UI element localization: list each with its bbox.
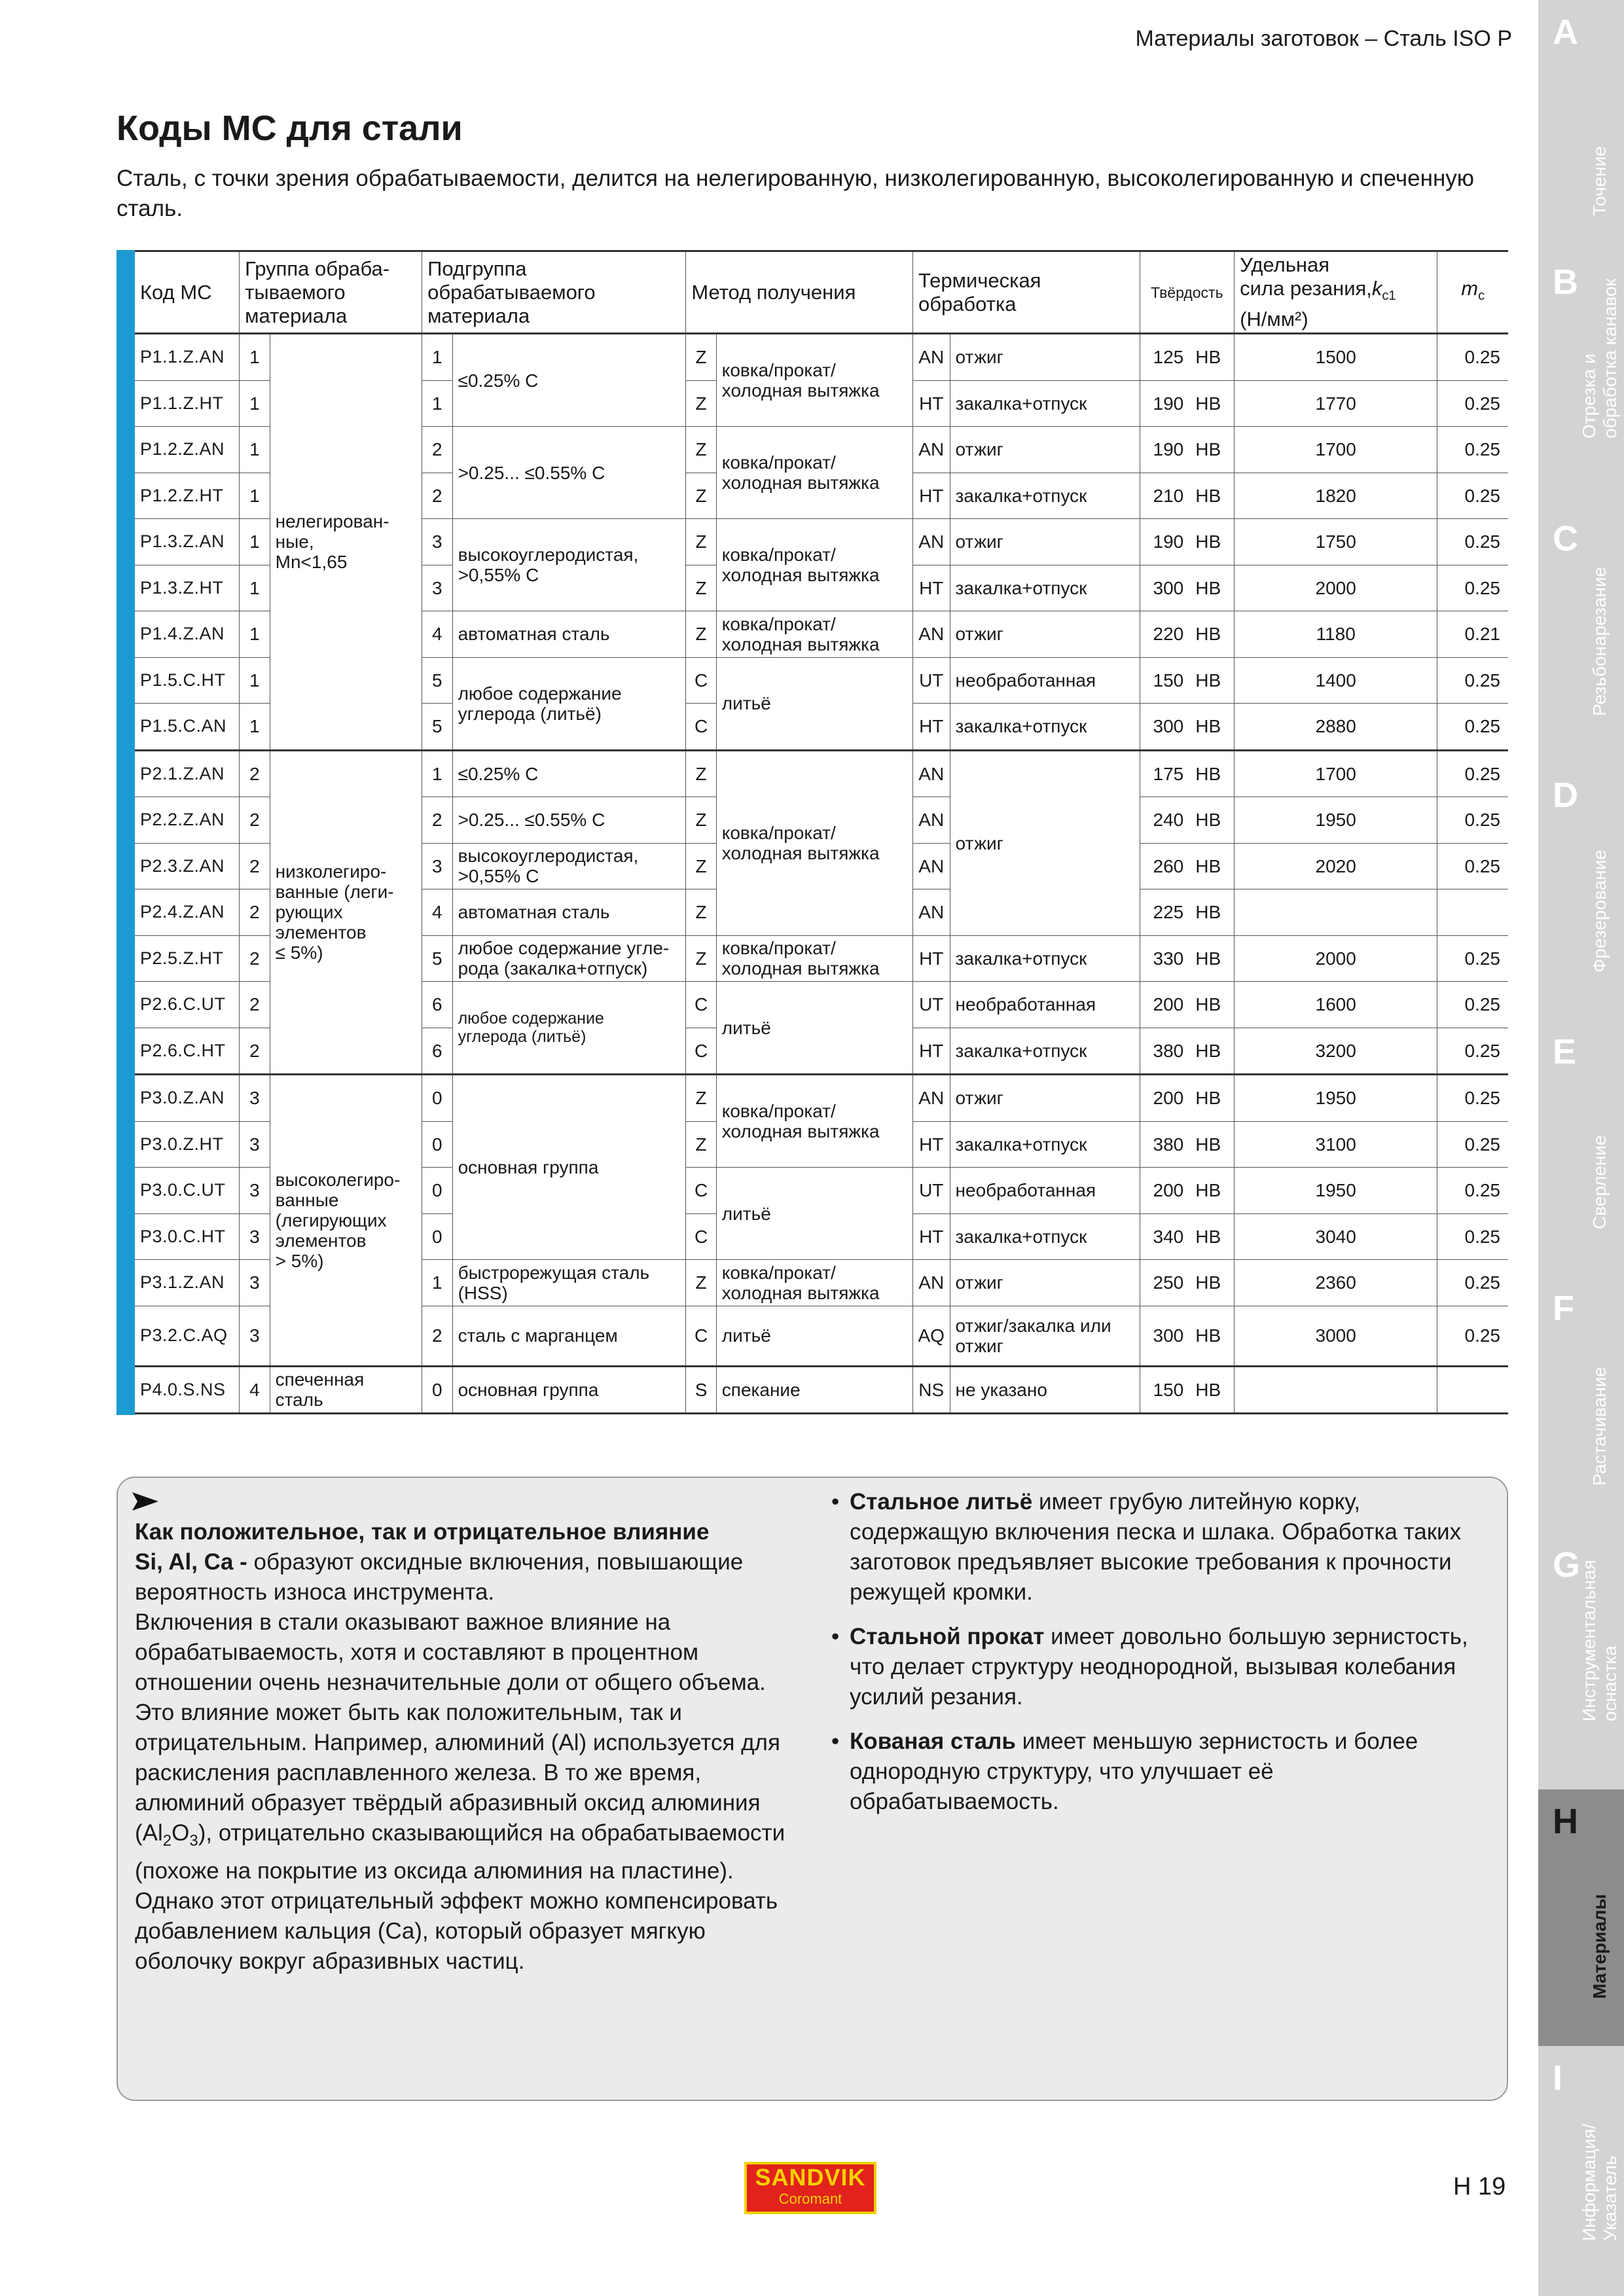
note-paragraph-2: Включения в стали оказывают важное влияние на обрабатываемость, хотя и составляют в процентном отношении очень незначительные доли от общего объема. Это влияние может быть как положительным, так и отрицательным. Например, алюминий (Al) используется для раскисления расплавленного железа. В то же время, алюминий образует твёрдый абразивный оксид алюминия $(Al_2O_3)$, отрицательно сказывающийся на обрабатываемости (похоже на покрытие из оксида алюминия на пластине). Однако этот отрицательный эффект можно компенсировать добавлением кальция (Ca), который образует мягкую оболочку вокруг абразивных частиц. (135, 1609, 785, 1974)
cell-method-code: Z (686, 1075, 716, 1122)
cell-mc: 0.25 (1437, 334, 1508, 381)
cell-mc: 0.25 (1437, 1028, 1508, 1075)
cell-kc1: 1820 (1235, 473, 1437, 519)
cell-heat-code: AN (912, 843, 950, 889)
cell-subgroup-number: 6 (422, 1028, 452, 1075)
cell-heat-description: отжиг (950, 1075, 1140, 1122)
info-note-box (117, 1477, 1508, 2101)
cell-group-number: 3 (240, 1306, 270, 1366)
cell-subgroup-number: 2 (422, 427, 452, 473)
note-bullet: • Стальной прокат имеет довольно большую зернистость, что делает структуру неоднородной, вызывая колебания усилий резания. (831, 1622, 1486, 1712)
cell-mc: 0.25 (1437, 1168, 1508, 1214)
cell-heat-description: закалка+отпуск (950, 704, 1140, 751)
cell-kc1: 2360 (1235, 1260, 1437, 1306)
cell-subgroup-description: ≤0.25% C (452, 334, 686, 427)
cell-kc1: 1770 (1235, 380, 1437, 427)
cell-subgroup-description: сталь с марганцем (452, 1306, 686, 1366)
sidebar-tab-a[interactable] (1538, 0, 1624, 93)
cell-heat-description: необработанная (950, 657, 1140, 704)
cell-heat-description: отжиг (950, 611, 1140, 658)
cell-subgroup-description: автоматная сталь (452, 611, 686, 658)
cell-code: P2.5.Z.HT (135, 935, 240, 982)
section-header: Материалы заготовок – Сталь ISO P (1135, 26, 1512, 51)
tab-label: Растачивание (1589, 1367, 1610, 1486)
cell-heat-description: отжиг (950, 427, 1140, 473)
cell-group-number: 3 (240, 1213, 270, 1260)
cell-method-code: Z (686, 1121, 716, 1168)
cell-mc (1437, 1366, 1508, 1414)
cell-heat-description: отжиг (950, 334, 1140, 381)
cell-heat-code: AN (912, 611, 950, 658)
cell-method-code: Z (686, 565, 716, 611)
cell-hardness: 380 HB (1140, 1121, 1235, 1168)
cell-subgroup-description: >0.25... ≤0.55% C (452, 427, 686, 519)
cell-method-code: Z (686, 797, 716, 844)
cell-heat-description: отжиг (950, 1260, 1140, 1306)
cell-mc: 0.25 (1437, 1260, 1508, 1306)
cell-hardness: 300 HB (1140, 565, 1235, 611)
cell-subgroup-number: 3 (422, 843, 452, 889)
cell-subgroup-number: 5 (422, 704, 452, 751)
cell-heat-code: HT (912, 380, 950, 427)
sidebar-tab-g[interactable] (1538, 1533, 1624, 1795)
tab-label: Отрезка и обработка канавок (1579, 278, 1620, 439)
cell-method-description: спекание (716, 1366, 912, 1414)
cell-group-number: 3 (240, 1121, 270, 1168)
cell-hardness: 340 HB (1140, 1213, 1235, 1260)
cell-kc1: 1950 (1235, 797, 1437, 844)
cell-method-code: Z (686, 750, 716, 797)
cell-method-description: ковка/прокат/ холодная вытяжка (716, 1260, 912, 1306)
cell-heat-code: HT (912, 935, 950, 982)
cell-heat-code: HT (912, 565, 950, 611)
cell-hardness: 190 HB (1140, 380, 1235, 427)
cell-hardness: 225 HB (1140, 889, 1235, 936)
tab-letter: E (1553, 1032, 1577, 1071)
note-column-left (135, 1517, 793, 1977)
cell-method-code: C (686, 1168, 716, 1214)
cell-method-code: S (686, 1366, 716, 1414)
page-number: H 19 (1453, 2173, 1506, 2200)
header-subgroup: Подгруппа обрабатываемого материала (422, 251, 686, 334)
cell-code: P2.4.Z.AN (135, 889, 240, 936)
cell-hardness: 150 HB (1140, 1366, 1235, 1414)
tab-label: Точение (1589, 146, 1610, 216)
cell-mc: 0.25 (1437, 935, 1508, 982)
cell-kc1: 1600 (1235, 982, 1437, 1028)
table-row (135, 1075, 1508, 1122)
cell-hardness: 200 HB (1140, 1075, 1235, 1122)
tab-label: Инструментальная оснастка (1579, 1560, 1620, 1721)
cell-method-code: Z (686, 473, 716, 519)
cell-group-number: 2 (240, 935, 270, 982)
cell-hardness: 150 HB (1140, 657, 1235, 704)
header-method: Метод получения (686, 251, 913, 334)
cell-group-number: 1 (240, 704, 270, 751)
note-paragraph-1: образуют оксидные включения, повышающие вероятность износа инструмента. (135, 1549, 744, 1605)
cell-kc1 (1235, 1366, 1437, 1414)
cell-heat-code: AN (912, 1260, 950, 1306)
cell-group-number: 3 (240, 1260, 270, 1306)
sidebar-tab-f[interactable] (1538, 1276, 1624, 1538)
cell-mc: 0.25 (1437, 1306, 1508, 1366)
cell-subgroup-number: 2 (422, 797, 452, 844)
table-row (135, 1366, 1508, 1414)
cell-heat-code: AN (912, 519, 950, 565)
sidebar-tab-d[interactable] (1538, 763, 1624, 1025)
cell-subgroup-number: 1 (422, 334, 452, 381)
sidebar-tab-i[interactable] (1538, 2046, 1624, 2296)
cell-heat-code: NS (912, 1366, 950, 1414)
cell-heat-code: UT (912, 1168, 950, 1214)
note-bullet: • Стальное литьё имеет грубую литейную корку, содержащую включения песка и шлака. Обработка таких заготовок предъявляет высокие требования к прочности режущей кромки. (831, 1487, 1486, 1607)
arrow-pointer-icon (131, 1490, 160, 1513)
tab-letter: C (1553, 519, 1578, 558)
cell-kc1: 1950 (1235, 1075, 1437, 1122)
cell-subgroup-description: >0.25... ≤0.55% C (452, 797, 686, 844)
table-body (135, 334, 1508, 1414)
cell-subgroup-description: основная группа (452, 1366, 686, 1414)
cell-method-code: Z (686, 519, 716, 565)
cell-group-number: 1 (240, 427, 270, 473)
header-group: Группа обраба- тываемого материала (240, 251, 422, 334)
cell-kc1: 2020 (1235, 843, 1437, 889)
cell-method-description: ковка/прокат/ холодная вытяжка (716, 750, 912, 935)
cell-group-number: 2 (240, 889, 270, 936)
cell-subgroup-number: 1 (422, 380, 452, 427)
cell-subgroup-number: 1 (422, 1260, 452, 1306)
cell-heat-code: HT (912, 704, 950, 751)
cell-subgroup-description: высокоуглеродистая, >0,55% C (452, 519, 686, 611)
cell-method-description: литьё (716, 1168, 912, 1260)
cell-kc1: 2880 (1235, 704, 1437, 751)
cell-code: P2.2.Z.AN (135, 797, 240, 844)
cell-kc1: 1400 (1235, 657, 1437, 704)
cell-subgroup-number: 0 (422, 1168, 452, 1214)
cell-code: P3.0.C.HT (135, 1213, 240, 1260)
cell-mc: 0.25 (1437, 982, 1508, 1028)
cell-code: P1.1.Z.AN (135, 334, 240, 381)
cell-hardness: 200 HB (1140, 1168, 1235, 1214)
cell-group-number: 1 (240, 334, 270, 381)
tab-label: Фрезерование (1589, 850, 1610, 973)
cell-group-description: низколегиро- ванные (леги- рующих элементов ≤ 5%) (270, 750, 422, 1075)
cell-code: P2.3.Z.AN (135, 843, 240, 889)
cell-mc: 0.25 (1437, 843, 1508, 889)
cell-kc1: 2000 (1235, 935, 1437, 982)
cell-method-code: Z (686, 843, 716, 889)
cell-method-code: C (686, 657, 716, 704)
cell-method-description: литьё (716, 657, 912, 750)
cell-heat-code: AQ (912, 1306, 950, 1366)
cell-mc: 0.25 (1437, 519, 1508, 565)
cell-method-code: C (686, 1028, 716, 1075)
cell-code: P2.6.C.HT (135, 1028, 240, 1075)
cell-hardness: 260 HB (1140, 843, 1235, 889)
intro-text: Сталь, с точки зрения обрабатываемости, делится на нелегированную, низколегированную, высоколегированную и спеченную сталь. (117, 166, 1475, 221)
cell-method-description: литьё (716, 1306, 912, 1366)
cell-heat-code: HT (912, 1121, 950, 1168)
cell-group-number: 2 (240, 982, 270, 1028)
table-row (135, 750, 1508, 797)
cell-heat-description: закалка+отпуск (950, 1121, 1140, 1168)
cell-subgroup-description: высокоуглеродистая, >0,55% C (452, 843, 686, 889)
cell-kc1: 1180 (1235, 611, 1437, 658)
cell-group-description: нелегирован- ные, Mn<1,65 (270, 334, 422, 751)
cell-kc1: 2000 (1235, 565, 1437, 611)
cell-code: P1.4.Z.AN (135, 611, 240, 658)
sandvik-logo: SANDVIK Coromant (744, 2162, 876, 2214)
cell-group-number: 2 (240, 797, 270, 844)
cell-subgroup-number: 0 (422, 1366, 452, 1414)
note-bullet: • Кованая сталь имеет меньшую зернистость и более однородную структуру, что улучшает её обрабатываемость. (831, 1727, 1486, 1817)
cell-mc: 0.25 (1437, 380, 1508, 427)
cell-mc: 0.25 (1437, 657, 1508, 704)
cell-heat-description: необработанная (950, 1168, 1140, 1214)
cell-mc: 0.25 (1437, 565, 1508, 611)
cell-kc1: 3100 (1235, 1121, 1437, 1168)
cell-heat-code: AN (912, 427, 950, 473)
cell-subgroup-number: 2 (422, 473, 452, 519)
cell-kc1: 3200 (1235, 1028, 1437, 1075)
cell-subgroup-number: 3 (422, 519, 452, 565)
cell-group-number: 4 (240, 1366, 270, 1414)
cell-code: P3.0.Z.AN (135, 1075, 240, 1122)
tab-letter: A (1553, 12, 1578, 52)
table-accent-bar (117, 250, 135, 1415)
tab-letter: F (1553, 1289, 1574, 1328)
cell-heat-description: необработанная (950, 982, 1140, 1028)
cell-subgroup-number: 0 (422, 1075, 452, 1122)
table-header-row (135, 251, 1508, 334)
cell-subgroup-number: 4 (422, 889, 452, 936)
cell-group-number: 1 (240, 611, 270, 658)
cell-heat-description: закалка+отпуск (950, 473, 1140, 519)
cell-mc: 0.25 (1437, 1213, 1508, 1260)
sidebar-tab-h[interactable] (1538, 1789, 1624, 2051)
cell-heat-code: AN (912, 889, 950, 936)
cell-subgroup-description: быстрорежущая сталь (HSS) (452, 1260, 686, 1306)
sidebar-tab-c[interactable] (1538, 507, 1624, 768)
cell-method-code: Z (686, 380, 716, 427)
cell-kc1: 1700 (1235, 750, 1437, 797)
cell-hardness: 190 HB (1140, 519, 1235, 565)
cell-subgroup-number: 5 (422, 657, 452, 704)
tab-letter: I (1553, 2058, 1563, 2098)
cell-kc1: 1750 (1235, 519, 1437, 565)
cell-mc: 0.25 (1437, 750, 1508, 797)
cell-method-code: Z (686, 935, 716, 982)
cell-subgroup-number: 0 (422, 1213, 452, 1260)
cell-hardness: 330 HB (1140, 935, 1235, 982)
cell-hardness: 250 HB (1140, 1260, 1235, 1306)
cell-heat-description: закалка+отпуск (950, 380, 1140, 427)
cell-hardness: 210 HB (1140, 473, 1235, 519)
cell-group-number: 1 (240, 565, 270, 611)
cell-method-code: Z (686, 334, 716, 381)
cell-method-code: C (686, 704, 716, 751)
cell-heat-description: отжиг/закалка или отжиг (950, 1306, 1140, 1366)
cell-code: P3.1.Z.AN (135, 1260, 240, 1306)
cell-heat-code: AN (912, 1075, 950, 1122)
cell-code: P4.0.S.NS (135, 1366, 240, 1414)
cell-subgroup-number: 4 (422, 611, 452, 658)
cell-mc: 0.25 (1437, 1121, 1508, 1168)
note-column-right (831, 1487, 1486, 1831)
cell-heat-code: UT (912, 657, 950, 704)
cell-code: P1.2.Z.HT (135, 473, 240, 519)
cell-mc: 0.25 (1437, 797, 1508, 844)
cell-heat-code: HT (912, 1028, 950, 1075)
cell-code: P1.3.Z.AN (135, 519, 240, 565)
cell-heat-description: отжиг (950, 750, 1140, 935)
cell-method-code: Z (686, 889, 716, 936)
cell-kc1: 3000 (1235, 1306, 1437, 1366)
cell-hardness: 300 HB (1140, 1306, 1235, 1366)
cell-mc: 0.25 (1437, 427, 1508, 473)
cell-method-description: ковка/прокат/ холодная вытяжка (716, 935, 912, 982)
cell-code: P3.2.C.AQ (135, 1306, 240, 1366)
cell-code: P1.5.C.AN (135, 704, 240, 751)
cell-kc1: 3040 (1235, 1213, 1437, 1260)
cell-subgroup-number: 3 (422, 565, 452, 611)
cell-group-number: 3 (240, 1168, 270, 1214)
cell-heat-description: закалка+отпуск (950, 1213, 1140, 1260)
cell-hardness: 300 HB (1140, 704, 1235, 751)
cell-group-description: высоколегиро- ванные (легирующих элементов > 5%) (270, 1075, 422, 1367)
cell-code: P2.1.Z.AN (135, 750, 240, 797)
cell-group-description: спеченная сталь (270, 1366, 422, 1414)
cell-heat-code: UT (912, 982, 950, 1028)
cell-heat-description: закалка+отпуск (950, 565, 1140, 611)
tab-letter: B (1553, 262, 1578, 302)
cell-subgroup-description: ≤0.25% C (452, 750, 686, 797)
cell-method-description: ковка/прокат/ холодная вытяжка (716, 1075, 912, 1168)
cell-mc (1437, 889, 1508, 936)
cell-subgroup-description: любое содержание углерода (литьё) (452, 982, 686, 1075)
cell-mc: 0.25 (1437, 704, 1508, 751)
cell-hardness: 220 HB (1140, 611, 1235, 658)
cell-subgroup-description: любое содержание угле- рода (закалка+отпуск) (452, 935, 686, 982)
cell-heat-description: не указано (950, 1366, 1140, 1414)
cell-group-number: 2 (240, 750, 270, 797)
cell-code: P3.0.Z.HT (135, 1121, 240, 1168)
cell-group-number: 1 (240, 519, 270, 565)
header-mc: $m_c$ (1437, 251, 1508, 334)
cell-group-number: 1 (240, 473, 270, 519)
header-code: Код МС (135, 251, 240, 334)
header-heat-treatment: Термическая обработка (912, 251, 1140, 334)
cell-heat-description: закалка+отпуск (950, 1028, 1140, 1075)
cell-group-number: 2 (240, 843, 270, 889)
mc-codes-table (135, 250, 1508, 1414)
cell-heat-code: HT (912, 473, 950, 519)
cell-group-number: 1 (240, 380, 270, 427)
cell-code: P3.0.C.UT (135, 1168, 240, 1214)
cell-subgroup-number: 1 (422, 750, 452, 797)
cell-kc1: 1950 (1235, 1168, 1437, 1214)
tab-label: Материалы (1589, 1893, 1610, 1999)
sidebar-tab-b[interactable] (1538, 250, 1624, 512)
cell-code: P1.3.Z.HT (135, 565, 240, 611)
tab-letter: D (1553, 776, 1578, 815)
cell-code: P1.1.Z.HT (135, 380, 240, 427)
cell-hardness: 190 HB (1140, 427, 1235, 473)
cell-group-number: 2 (240, 1028, 270, 1075)
tab-letter: H (1553, 1802, 1578, 1841)
cell-kc1 (1235, 889, 1437, 936)
cell-heat-code: HT (912, 1213, 950, 1260)
cell-heat-description: отжиг (950, 519, 1140, 565)
tab-label: Резьбонарезание (1589, 566, 1610, 716)
cell-heat-code: AN (912, 334, 950, 381)
tab-label: Информация/ Указатель (1579, 2123, 1620, 2241)
cell-group-number: 1 (240, 657, 270, 704)
note-elements-label: Si, Al, Ca - (135, 1549, 254, 1575)
tab-label: Сверление (1589, 1135, 1610, 1229)
cell-heat-description: закалка+отпуск (950, 935, 1140, 982)
cell-method-code: C (686, 982, 716, 1028)
cell-method-description: литьё (716, 982, 912, 1075)
cell-method-description: ковка/прокат/ холодная вытяжка (716, 427, 912, 519)
cell-kc1: 1500 (1235, 334, 1437, 381)
cell-hardness: 240 HB (1140, 797, 1235, 844)
cell-subgroup-number: 0 (422, 1121, 452, 1168)
tab-letter: G (1553, 1545, 1581, 1585)
section-sidebar (1538, 0, 1624, 2296)
cell-mc: 0.21 (1437, 611, 1508, 658)
cell-method-description: ковка/прокат/ холодная вытяжка (716, 611, 912, 658)
cell-method-code: Z (686, 1260, 716, 1306)
cell-group-number: 3 (240, 1075, 270, 1122)
cell-method-description: ковка/прокат/ холодная вытяжка (716, 519, 912, 611)
page-title: Коды МС для стали (117, 109, 463, 148)
table-row (135, 334, 1508, 381)
cell-method-code: Z (686, 611, 716, 658)
cell-mc: 0.25 (1437, 1075, 1508, 1122)
note-heading: Как положительное, так и отрицательное влияние (135, 1519, 710, 1545)
cell-mc: 0.25 (1437, 473, 1508, 519)
cell-subgroup-number: 6 (422, 982, 452, 1028)
cell-method-description: ковка/прокат/ холодная вытяжка (716, 334, 912, 427)
cell-kc1: 1700 (1235, 427, 1437, 473)
cell-subgroup-description: автоматная сталь (452, 889, 686, 936)
cell-method-code: Z (686, 427, 716, 473)
cell-hardness: 125 HB (1140, 334, 1235, 381)
cell-heat-code: AN (912, 750, 950, 797)
cell-subgroup-description: основная группа (452, 1075, 686, 1260)
cell-code: P1.5.C.HT (135, 657, 240, 704)
cell-subgroup-number: 5 (422, 935, 452, 982)
cell-method-code: C (686, 1213, 716, 1260)
cell-code: P1.2.Z.AN (135, 427, 240, 473)
cell-hardness: 200 HB (1140, 982, 1235, 1028)
cell-method-code: C (686, 1306, 716, 1366)
header-kc1: Удельная сила $резания,k_{c1}$ (Н/мм²) (1235, 251, 1437, 334)
cell-subgroup-description: любое содержание углерода (литьё) (452, 657, 686, 750)
sidebar-tab-turning[interactable] (1538, 88, 1624, 255)
cell-hardness: 380 HB (1140, 1028, 1235, 1075)
cell-code: P2.6.C.UT (135, 982, 240, 1028)
cell-heat-code: AN (912, 797, 950, 844)
header-hardness: Твёрдость (1140, 251, 1235, 334)
sidebar-tab-e[interactable] (1538, 1020, 1624, 1282)
cell-subgroup-number: 2 (422, 1306, 452, 1366)
cell-hardness: 175 HB (1140, 750, 1235, 797)
